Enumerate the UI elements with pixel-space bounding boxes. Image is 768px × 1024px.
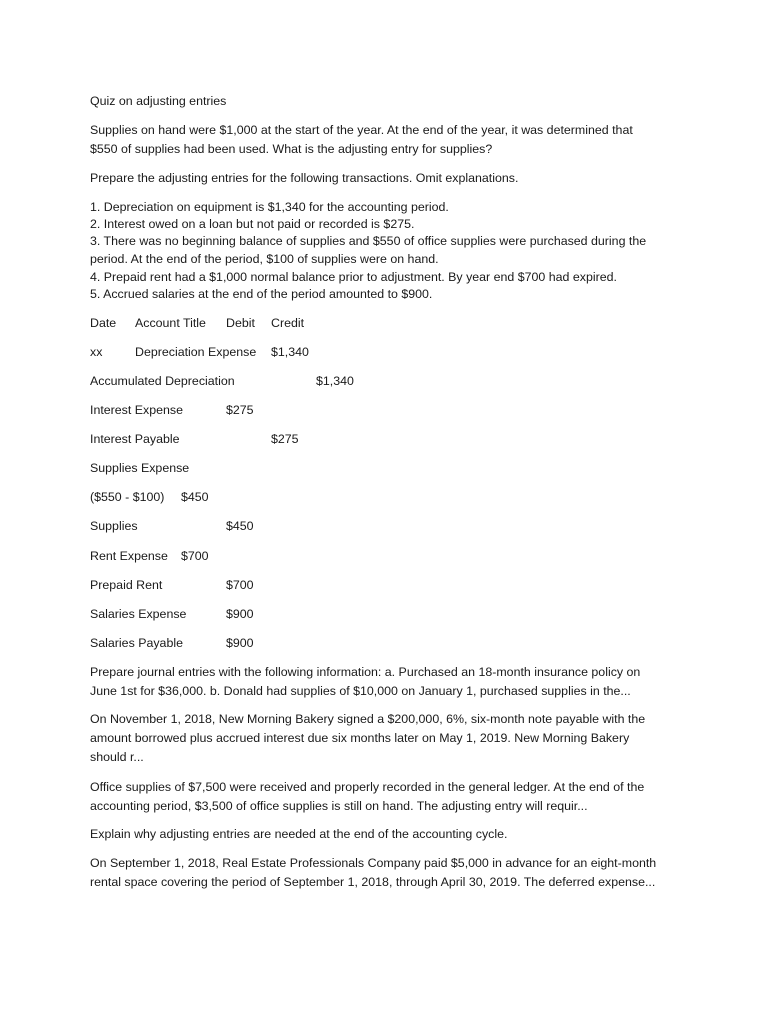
row-account: Prepaid Rent (90, 578, 163, 592)
row-account: Interest Expense (90, 403, 183, 417)
related-question-line: rental space covering the period of September 1, 2018, through April 30, 2019. The deferred expense... (90, 875, 656, 889)
transaction-item-3: 3. There was no beginning balance of supplies and $550 of office supplies were purchased during the (90, 234, 647, 248)
header-date: Date (90, 316, 117, 330)
transaction-item-3-cont: period. At the end of the period, $100 of supplies were on hand. (90, 252, 439, 266)
row-amount: $700 (181, 549, 209, 563)
document-title: Quiz on adjusting entries (90, 94, 227, 108)
row-account: Supplies Expense (90, 461, 190, 475)
related-question-line: amount borrowed plus accrued interest due six months later on May 1, 2019. New Morning Bakery (90, 731, 630, 745)
related-question-line: Prepare journal entries with the following information: a. Purchased an 18-month insurance policy on (90, 665, 641, 679)
related-question-line: On November 1, 2018, New Morning Bakery signed a $200,000, 6%, six-month note payable with the (90, 712, 646, 726)
row-account: Salaries Expense (90, 607, 187, 621)
row-amount: $450 (181, 490, 209, 504)
row-account: Interest Payable (90, 432, 180, 446)
row-account: Accumulated Depreciation (90, 374, 235, 388)
row-date: xx (90, 345, 103, 359)
header-credit: Credit (271, 316, 305, 330)
related-question-line: Office supplies of $7,500 were received and properly recorded in the general ledger. At the end of the (90, 780, 645, 794)
header-debit: Debit (226, 316, 255, 330)
question1-line-2: $550 of supplies had been used. What is the adjusting entry for supplies? (90, 142, 493, 156)
question1-line-1: Supplies on hand were $1,000 at the start of the year. At the end of the year, it was determined that (90, 123, 633, 137)
transaction-item-2: 2. Interest owed on a loan but not paid or recorded is $275. (90, 217, 415, 231)
row-account: Depreciation Expense (135, 345, 257, 359)
transaction-item-5: 5. Accrued salaries at the end of the period amounted to $900. (90, 287, 433, 301)
row-account: Rent Expense (90, 549, 168, 563)
row-amount: $1,340 (271, 345, 309, 359)
related-question-line: should r... (90, 750, 144, 764)
row-amount: $450 (226, 519, 254, 533)
header-account-title: Account Title (135, 316, 206, 330)
related-question-line: Explain why adjusting entries are needed at the end of the accounting cycle. (90, 827, 508, 841)
transaction-item-1: 1. Depreciation on equipment is $1,340 for the accounting period. (90, 200, 449, 214)
row-account: ($550 - $100) (90, 490, 165, 504)
row-amount: $900 (226, 636, 254, 650)
row-amount: $700 (226, 578, 254, 592)
row-amount: $900 (226, 607, 254, 621)
related-question-line: June 1st for $36,000. b. Donald had supplies of $10,000 on January 1, purchased supplies in the... (90, 684, 631, 698)
related-question-line: accounting period, $3,500 of office supplies is still on hand. The adjusting entry will requir... (90, 799, 588, 813)
row-amount: $275 (271, 432, 299, 446)
transaction-item-4: 4. Prepaid rent had a $1,000 normal balance prior to adjustment. By year end $700 had expired. (90, 270, 617, 284)
row-amount: $275 (226, 403, 254, 417)
row-account: Supplies (90, 519, 138, 533)
row-account: Salaries Payable (90, 636, 183, 650)
row-amount: $1,340 (316, 374, 354, 388)
related-question-line: On September 1, 2018, Real Estate Professionals Company paid $5,000 in advance for an eight-month (90, 856, 657, 870)
question2-instruction: Prepare the adjusting entries for the following transactions. Omit explanations. (90, 171, 519, 185)
